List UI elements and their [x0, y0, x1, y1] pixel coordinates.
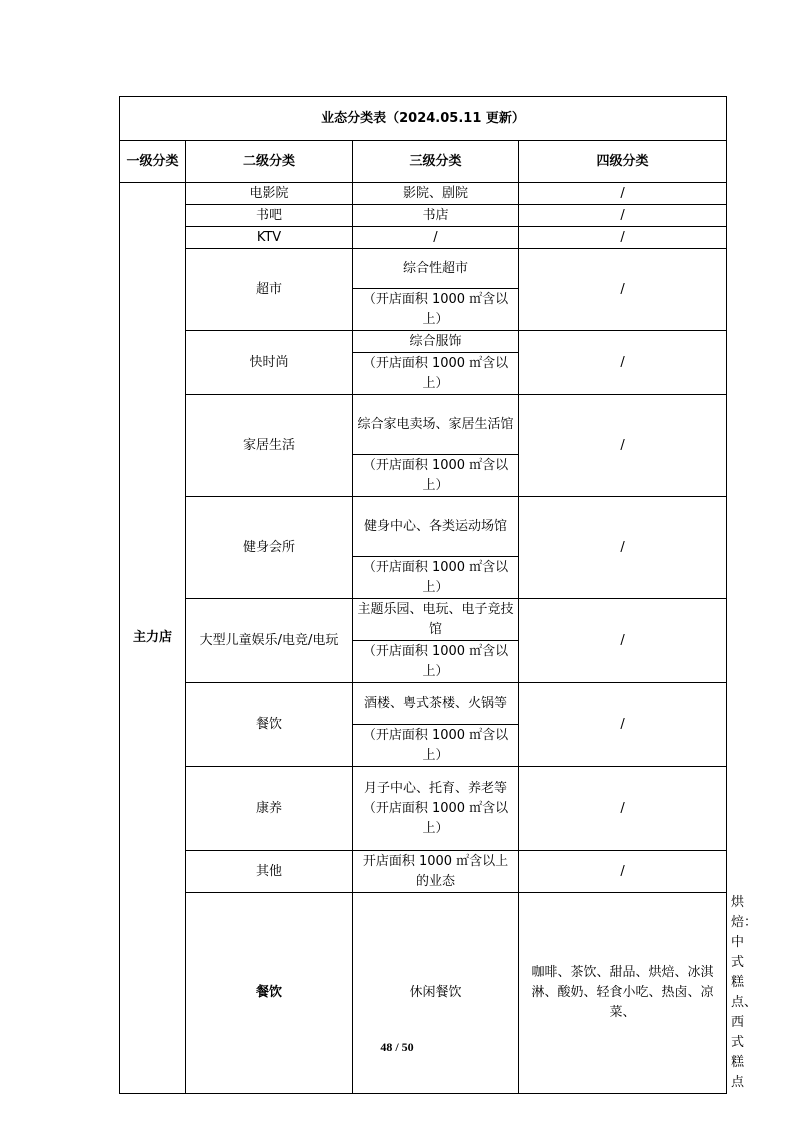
table-row [120, 205, 727, 227]
cell-l2: 健身会所 [186, 497, 353, 599]
table-row [120, 249, 727, 289]
cell-l2: 康养 [186, 767, 353, 851]
cell-l3-text: 月子中心、托育、养老等 [363, 780, 507, 796]
cell-l3-note: （开店面积 1000 ㎡含以上） [353, 557, 519, 599]
cell-l3-note: （开店面积 1000 ㎡含以上） [353, 641, 519, 683]
cell-l3: 酒楼、粤式茶楼、火锅等 [353, 683, 519, 725]
cell-l4: / [519, 249, 727, 331]
catering-label: 餐饮 [186, 893, 353, 1094]
header-level-1: 一级分类 [120, 141, 186, 183]
cell-l3: 主题乐园、电玩、电子竞技馆 [353, 599, 519, 641]
cell-l2: KTV [186, 227, 353, 249]
table-row [120, 183, 727, 205]
cell-l3 [353, 767, 519, 851]
cell-l2: 其他 [186, 851, 353, 893]
cell-l3-note: （开店面积 1000 ㎡含以上） [353, 455, 519, 497]
cell-l4: / [519, 767, 727, 851]
cell-l2: 超市 [186, 249, 353, 331]
table-row: 餐饮 休闲餐饮 咖啡、茶饮、甜品、烘焙、冰淇淋、酸奶、轻食小吃、热卤、凉菜、 烘焙：中式糕点、西式糕点 [120, 893, 727, 1094]
cell-l4: / [519, 683, 727, 767]
cell-l3: 影院、剧院 [353, 183, 519, 205]
cell-l2: 电影院 [186, 183, 353, 205]
cell-l2: 休闲餐饮 [353, 893, 519, 1094]
table-row [120, 497, 727, 557]
cell-l2: 书吧 [186, 205, 353, 227]
cell-l4: / [519, 599, 727, 683]
cell-l4: / [519, 331, 727, 395]
table-row [120, 331, 727, 353]
cell-l3-note: （开店面积 1000 ㎡含以上） [353, 725, 519, 767]
cell-l3: 咖啡、茶饮、甜品、烘焙、冰淇淋、酸奶、轻食小吃、热卤、凉菜、 [519, 893, 727, 1094]
header-level-3: 三级分类 [353, 141, 519, 183]
cell-l3: 开店面积 1000 ㎡含以上的业态 [353, 851, 519, 893]
table-row [120, 395, 727, 455]
cell-l4: / [519, 205, 727, 227]
table-row [120, 851, 727, 893]
cell-l3-note: （开店面积 1000 ㎡含以上） [362, 800, 509, 836]
cell-l3: 综合性超市 [353, 249, 519, 289]
cell-l4: / [519, 183, 727, 205]
cell-l3: / [353, 227, 519, 249]
cell-l3-note: （开店面积 1000 ㎡含以上） [353, 353, 519, 395]
cell-l2: 家居生活 [186, 395, 353, 497]
header-level-4: 四级分类 [519, 141, 727, 183]
table-row [120, 599, 727, 641]
table-title: 业态分类表（2024.05.11 更新） [120, 97, 727, 141]
cell-l3: 综合家电卖场、家居生活馆 [353, 395, 519, 455]
cell-l3-note: （开店面积 1000 ㎡含以上） [353, 289, 519, 331]
main-store-label: 主力店 [120, 183, 186, 1094]
cell-l3: 书店 [353, 205, 519, 227]
table-row [120, 683, 727, 725]
header-level-2: 二级分类 [186, 141, 353, 183]
page-number: 48 / 50 [380, 1040, 414, 1054]
cell-l3: 健身中心、各类运动场馆 [353, 497, 519, 557]
cell-l4: / [519, 395, 727, 497]
cell-l2: 快时尚 [186, 331, 353, 395]
table-row [120, 227, 727, 249]
cell-l3: 综合服饰 [353, 331, 519, 353]
cell-l4: / [519, 497, 727, 599]
cell-l4: / [519, 851, 727, 893]
table-row [120, 767, 727, 851]
cell-l4: / [519, 227, 727, 249]
cell-l2: 餐饮 [186, 683, 353, 767]
classification-table [119, 96, 758, 1094]
cell-l2: 大型儿童娱乐/电竞/电玩 [186, 599, 353, 683]
